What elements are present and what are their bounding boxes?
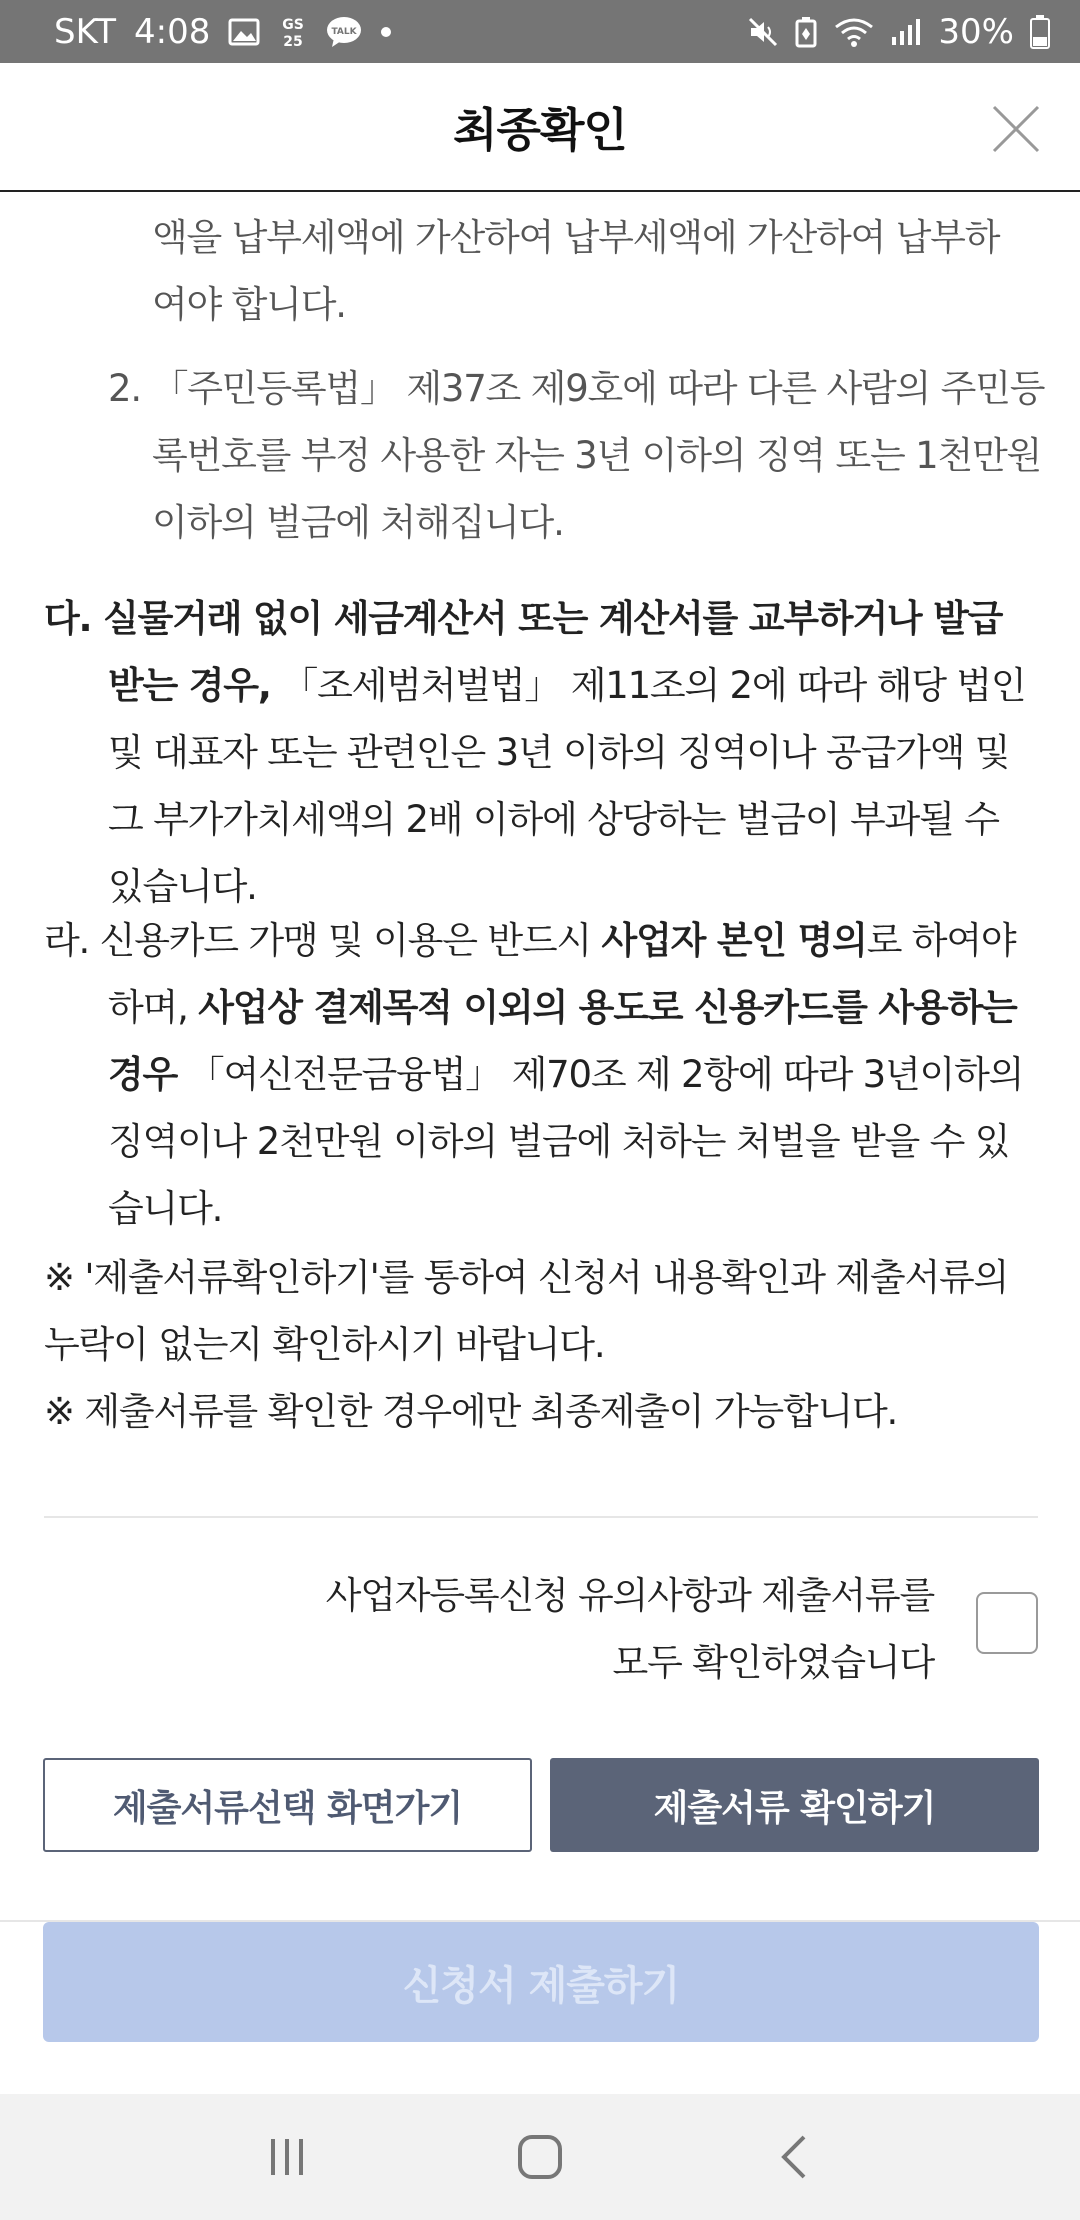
notice-paragraph-1: 액을 납부세액에 가산하여 납부세액에 가산하여 납부하여야 합니다. — [152, 216, 1000, 326]
svg-text:25: 25 — [283, 33, 304, 50]
page-title: 최종확인 — [453, 102, 627, 157]
confirm-line-2: 모두 확인하였습니다 — [612, 1641, 934, 1684]
check-docs-button[interactable]: 제출서류 확인하기 — [550, 1758, 1039, 1852]
notice-ra-bold-d: 사업상 결제목적 이외의 용도로 신용카드를 사용하는 경우 — [108, 986, 1017, 1096]
notice-paragraph-ra — [44, 907, 1034, 1242]
home-button[interactable] — [500, 2117, 580, 2197]
system-nav-bar — [0, 2094, 1080, 2220]
status-left — [54, 12, 392, 52]
svg-text:GS: GS — [282, 16, 305, 33]
notice-ra-text-a: 라. 신용카드 가맹 및 이용은 반드시 — [44, 919, 602, 962]
submit-application-button[interactable]: 신청서 제출하기 — [43, 1922, 1039, 2042]
bottom-bar — [0, 1920, 1080, 2094]
talk-icon — [326, 16, 362, 48]
dot-icon — [380, 26, 392, 38]
close-icon — [990, 103, 1042, 155]
notice-da-text: 「조세범처벌법」 제11조의 2에 따라 해당 법인 및 대표자 또는 관련인은 3년 이하의 징역이나 공급가액 및 그 부가가치세액의 2배 이하에 상당하는 벌금이 부과될 수 있습니다. — [108, 664, 1026, 908]
notice-ra-bold-b: 사업자 본인 명의 — [601, 919, 867, 962]
recent-apps-button[interactable] — [247, 2117, 327, 2197]
home-icon — [516, 2133, 564, 2181]
dialog-header — [0, 63, 1080, 192]
select-docs-button[interactable]: 제출서류선택 화면가기 — [43, 1758, 532, 1852]
wifi-icon — [834, 17, 874, 47]
recent-apps-icon — [265, 2137, 309, 2177]
svg-text:TALK: TALK — [331, 26, 357, 37]
back-icon — [778, 2133, 808, 2181]
clock: 4:08 — [134, 11, 211, 52]
back-button[interactable] — [753, 2117, 833, 2197]
confirm-line-1: 사업자등록신청 유의사항과 제출서류를 — [325, 1574, 934, 1617]
signal-icon — [890, 17, 922, 47]
gs25-icon — [278, 14, 308, 50]
battery-percent: 30% — [938, 11, 1014, 52]
notice-content[interactable] — [0, 192, 1080, 1920]
close-button[interactable] — [990, 103, 1042, 155]
battery-icon — [1030, 15, 1050, 49]
gallery-icon — [228, 18, 260, 46]
battery-saver-icon — [794, 16, 818, 48]
notice-ra-text-c: 로 하여야 하며, — [108, 919, 1016, 1029]
status-bar — [0, 0, 1080, 63]
confirm-checkbox[interactable] — [976, 1592, 1038, 1654]
mute-icon — [748, 17, 778, 47]
notice-paragraph-da — [44, 585, 1034, 920]
status-right — [748, 12, 1050, 52]
carrier: SKT — [54, 11, 117, 52]
confirm-label[interactable] — [134, 1562, 934, 1696]
note-check-docs: ※ '제출서류확인하기'를 통하여 신청서 내용확인과 제출서류의 누락이 없는지 확인하시기 바랍니다. — [44, 1256, 1009, 1366]
notice-ra-text-e: 「여신전문금융법」 제70조 제 2항에 따라 3년이하의 징역이나 2천만원 이하의 벌금에 처하는 처벌을 받을 수 있습니다. — [108, 1053, 1024, 1230]
note-final-submit: ※ 제출서류를 확인한 경우에만 최종제출이 가능합니다. — [44, 1390, 898, 1433]
notice-da-bold: 다. 실물거래 없이 세금계산서 또는 계산서를 교부하거나 발급받는 경우, — [44, 597, 1003, 707]
divider — [44, 1516, 1038, 1518]
notice-paragraph-2: 2. 「주민등록법」 제37조 제9호에 따라 다른 사람의 주민등록번호를 부정 사용한 자는 3년 이하의 징역 또는 1천만원 이하의 벌금에 처해집니다. — [108, 367, 1045, 544]
